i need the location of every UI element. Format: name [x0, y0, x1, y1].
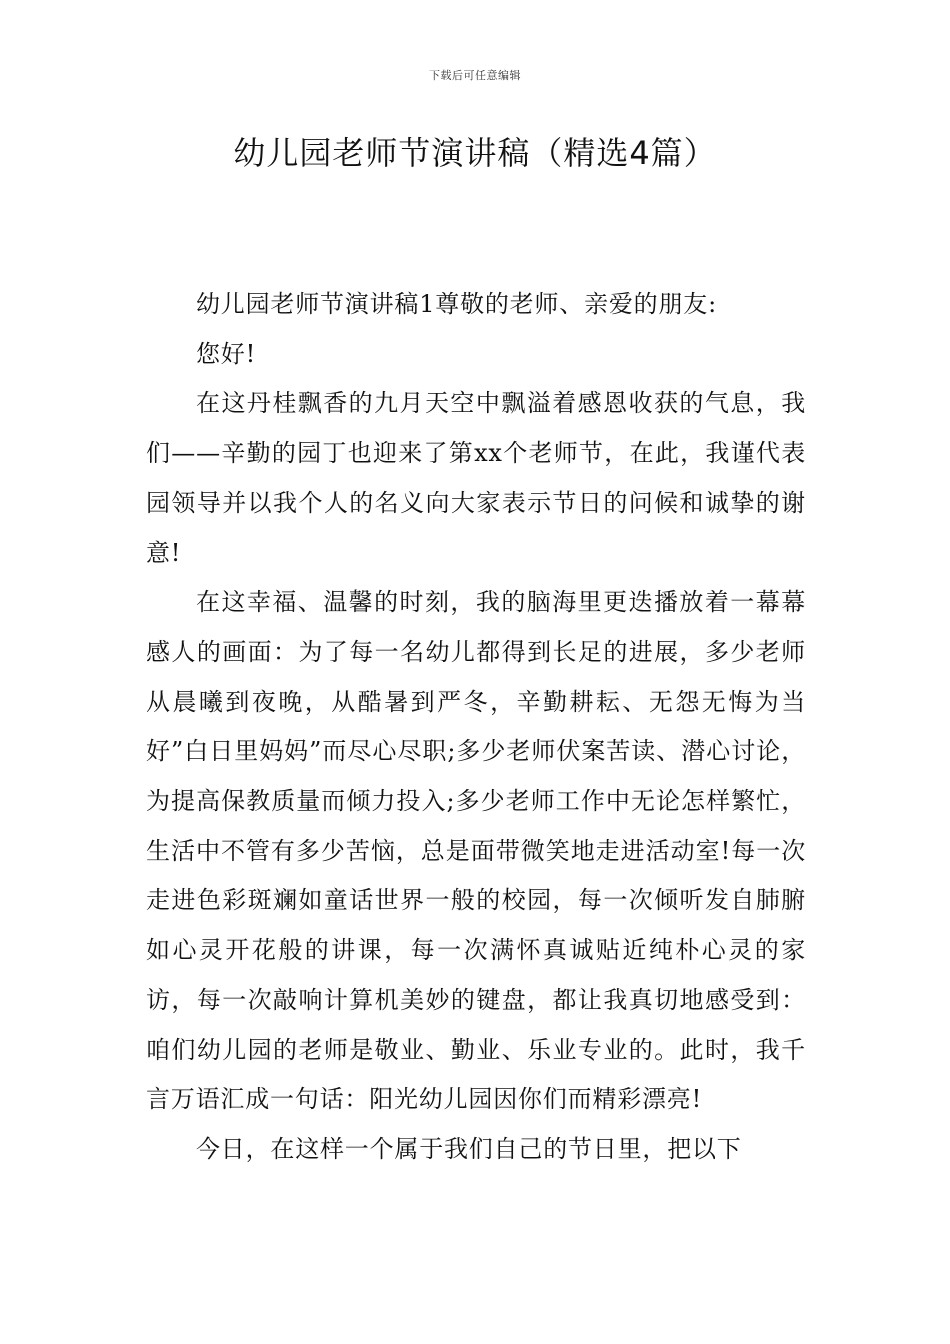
- paragraph-closing-start: 今日，在这样一个属于我们自己的节日里，把以下: [196, 1134, 742, 1163]
- paragraph-main: 在这幸福、温馨的时刻，我的脑海里更迭播放着一幕幕感人的画面：为了每一名幼儿都得到长足的进展，多少老师从晨曦到夜晚，从酷暑到严冬，辛勤耕耘、无怨无悔为当好”白日里妈妈”而尽心尽职;多少老师伏案苦读、潜心讨论，为提高保教质量而倾力投入;多少老师工作中无论怎样繁忙，生活中不管有多少苦恼，总是面带微笑地走进活动室!每一次走进色彩斑斓如童话世界一般的校园，每一次倾听发自肺腑如心灵开花般的讲课，每一次满怀真诚贴近纯朴心灵的家访，每一次敲响计算机美妙的键盘，都让我真切地感受到：咱们幼儿园的老师是敬业、勤业、乐业专业的。此时，我千言万语汇成一句话：阳光幼儿园因你们而精彩漂亮!: [146, 588, 806, 1114]
- document-body: [146, 280, 806, 1175]
- paragraph-intro: 在这丹桂飘香的九月天空中飘溢着感恩收获的气息，我们——辛勤的园丁也迎来了第xx个老师节，在此，我谨代表园领导并以我个人的名义向大家表示节日的问候和诚挚的谢意!: [146, 389, 806, 567]
- document-title: 幼儿园老师节演讲稿（精选4篇）: [233, 134, 717, 172]
- download-note: 下载后可任意编辑: [429, 69, 521, 82]
- paragraph-greeting-line: 幼儿园老师节演讲稿1尊敬的老师、亲爱的朋友:: [196, 290, 717, 318]
- paragraph-hello: 您好!: [196, 339, 257, 368]
